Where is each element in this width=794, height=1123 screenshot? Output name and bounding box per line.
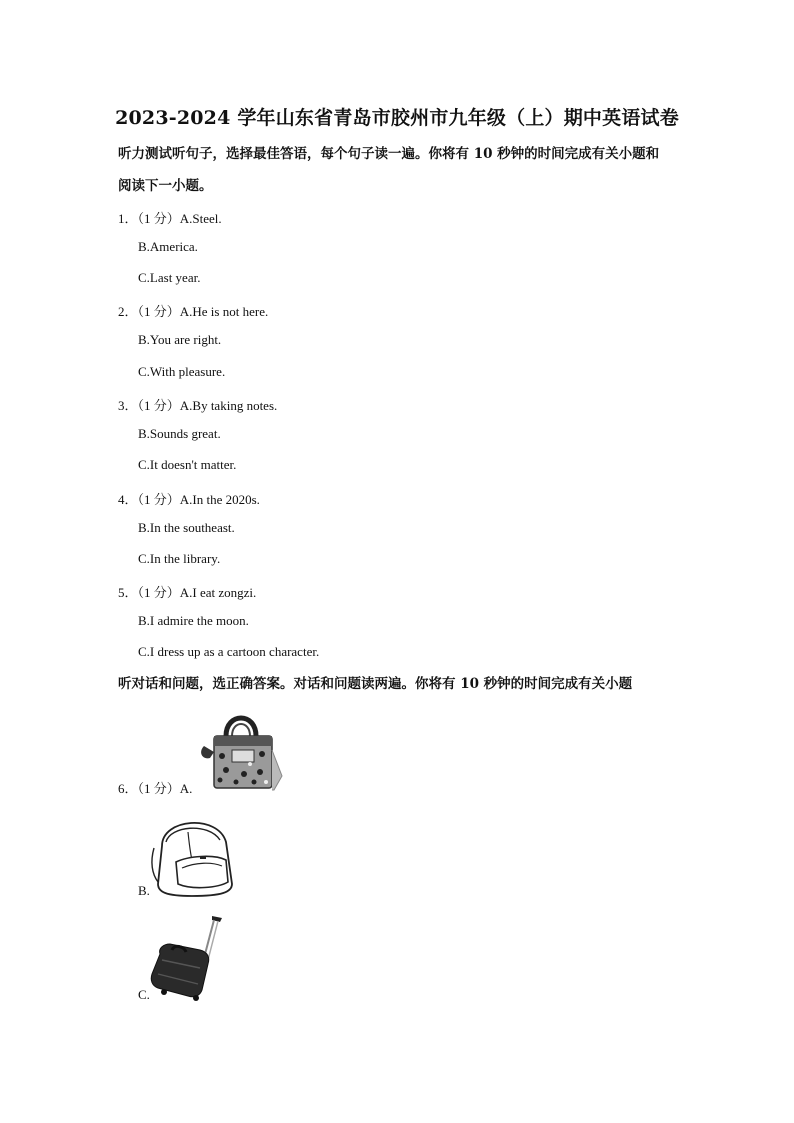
suitcase-icon — [148, 914, 228, 1002]
option-c: C. — [138, 987, 150, 1002]
option-c: C.I dress up as a cartoon character. — [138, 644, 320, 659]
backpack-icon — [148, 812, 238, 898]
option-a: A. — [179, 781, 193, 796]
option-b: B.In the southeast. — [138, 520, 235, 535]
question-number: 4．（1 分） — [118, 492, 180, 507]
option-c: C.Last year. — [138, 270, 201, 285]
option-b: B.I admire the moon. — [138, 613, 249, 628]
question-number: 2．（1 分） — [118, 304, 180, 319]
section2-instruction: 听对话和问题，选正确答案。对话和问题读两遍。你将有 10 秒钟的时间完成有关小题 — [118, 676, 633, 692]
option-a: A.I eat zongzi. — [179, 585, 257, 600]
option-b: B.You are right. — [138, 332, 222, 347]
page-title: 2023-2024 学年山东省青岛市胶州市九年级（上）期中英语试卷 — [115, 107, 679, 129]
question-6 — [118, 778, 192, 797]
section1-instruction-line1: 听力测试听句子，选择最佳答语，每个句子读一遍。你将有 10 秒钟的时间完成有关小题和 — [118, 146, 660, 162]
option-c: C.It doesn't matter. — [138, 457, 237, 472]
option-a: A.In the 2020s. — [179, 492, 260, 507]
question-5 — [118, 582, 256, 601]
option-b: B.America. — [138, 239, 198, 254]
option-b: B.Sounds great. — [138, 426, 221, 441]
question-2 — [118, 301, 268, 320]
question-1 — [118, 208, 222, 227]
option-a: A.Steel. — [179, 211, 222, 226]
question-4 — [118, 489, 260, 508]
option-b: B. — [138, 883, 150, 898]
question-number: 3．（1 分） — [118, 398, 180, 413]
handbag-icon — [196, 706, 286, 792]
question-number: 1．（1 分） — [118, 211, 180, 226]
question-3 — [118, 395, 277, 414]
question-number: 5．（1 分） — [118, 585, 180, 600]
option-a: A.By taking notes. — [179, 398, 278, 413]
option-c: C.With pleasure. — [138, 364, 226, 379]
option-c: C.In the library. — [138, 551, 221, 566]
section1-instruction-line2: 阅读下一小题。 — [118, 178, 213, 194]
option-a: A.He is not here. — [179, 304, 269, 319]
question-number: 6．（1 分） — [118, 781, 180, 796]
